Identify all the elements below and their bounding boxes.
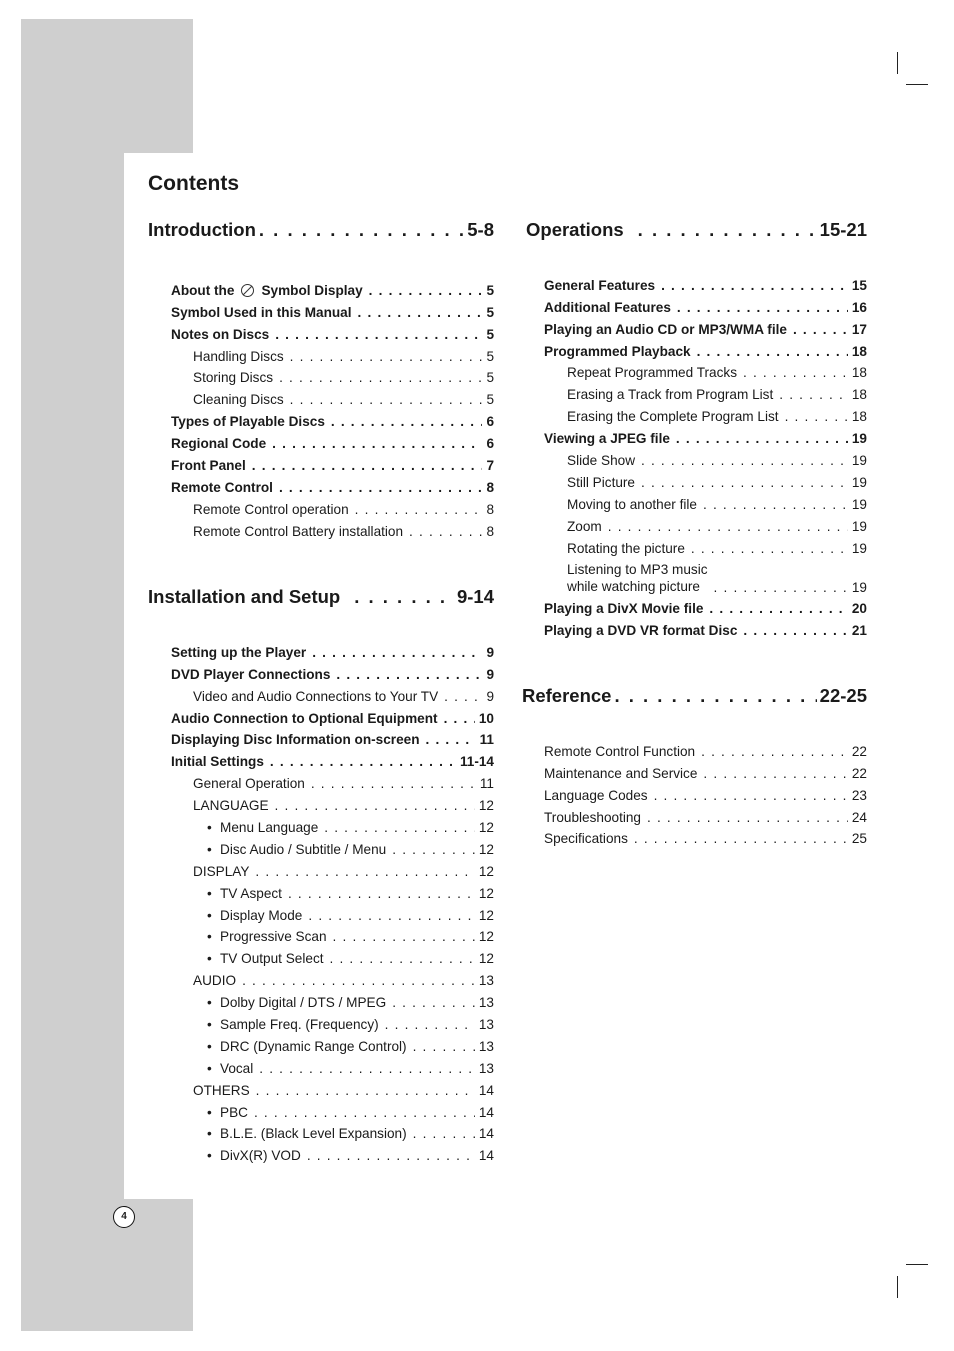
toc-entry: Moving to another file . . . 19 — [544, 490, 867, 512]
toc-entry: General Features . . . 15 — [544, 271, 867, 293]
section-label: Reference — [522, 685, 612, 706]
toc-entry: Remote Control . . . 8 — [171, 473, 494, 495]
toc-entry: AUDIO . . . 13 — [171, 966, 494, 988]
toc-entry: • Sample Freq. (Frequency) . . . 13 — [171, 1010, 494, 1032]
toc-entry: Rotating the picture . . . 19 — [544, 534, 867, 556]
toc-entry: Playing an Audio CD or MP3/WMA file . . . 17 — [544, 315, 867, 337]
toc-entry: Storing Discs . . . 5 — [171, 364, 494, 386]
toc-entry: Still Picture . . . 19 — [544, 468, 867, 490]
section-label: Installation and Setup — [148, 586, 341, 607]
toc-entry: OTHERS . . . 14 — [171, 1076, 494, 1098]
section-heading-reference — [522, 685, 867, 707]
toc-entry: Playing a DVD VR format Disc . . . 21 — [544, 616, 867, 638]
toc-entry: Remote Control Function . . . 22 — [544, 737, 867, 759]
toc-entry: • Dolby Digital / DTS / MPEG . . . 13 — [171, 988, 494, 1010]
toc-entry: DVD Player Connections . . . 9 — [171, 660, 494, 682]
toc-entry: • DRC (Dynamic Range Control) . . . 13 — [171, 1032, 494, 1054]
bullet-icon: • — [207, 1126, 212, 1142]
toc-entry: Listening to MP3 music while watching picture . . . 19 — [544, 556, 867, 595]
toc-entry: Video and Audio Connections to Your TV . . . 9 — [171, 682, 494, 704]
section-label: Introduction — [148, 219, 256, 240]
toc-entry: About the Symbol Display . . . 5 — [171, 276, 494, 298]
section-pages: 9-14 — [456, 586, 494, 607]
section-heading-operations — [526, 219, 867, 241]
toc-entry: Remote Control Battery installation . . . 8 — [171, 517, 494, 539]
toc-entry: • Display Mode . . . 12 — [171, 901, 494, 923]
section-label: Operations — [526, 219, 624, 240]
toc-entry: Notes on Discs . . . 5 — [171, 320, 494, 342]
introduction-list — [171, 276, 494, 539]
bullet-icon: • — [207, 841, 212, 857]
toc-entry: Playing a DivX Movie file . . . 20 — [544, 595, 867, 617]
section-pages: 15-21 — [819, 219, 867, 240]
operations-list — [544, 271, 867, 638]
toc-entry: • TV Aspect . . . 12 — [171, 879, 494, 901]
toc-entry: Erasing a Track from Program List . . . 18 — [544, 380, 867, 402]
toc-entry: • Disc Audio / Subtitle / Menu . . . 12 — [171, 835, 494, 857]
toc-entry: Handling Discs . . . 5 — [171, 342, 494, 364]
bullet-icon: • — [207, 1017, 212, 1033]
gray-margin-bottom — [21, 1199, 193, 1331]
page-title: Contents — [148, 172, 239, 195]
section-pages: 22-25 — [819, 685, 867, 706]
toc-entry: Front Panel . . . 7 — [171, 451, 494, 473]
toc-entry: Viewing a JPEG file . . . 19 — [544, 424, 867, 446]
toc-entry: Regional Code . . . 6 — [171, 429, 494, 451]
toc-entry: • Vocal . . . 13 — [171, 1054, 494, 1076]
toc-entry: Audio Connection to Optional Equipment . . . 10 — [171, 704, 494, 726]
toc-entry: Additional Features . . . 16 — [544, 293, 867, 315]
toc-entry: Maintenance and Service . . . 22 — [544, 759, 867, 781]
section-heading-introduction — [148, 219, 494, 241]
gray-margin-top — [21, 19, 193, 153]
bullet-icon: • — [207, 1038, 212, 1054]
page-number: 4 — [113, 1206, 135, 1228]
section-pages: 5-8 — [467, 219, 494, 240]
crop-mark — [897, 1276, 898, 1298]
toc-entry: Erasing the Complete Program List . . . 18 — [544, 402, 867, 424]
toc-entry: DISPLAY . . . 12 — [171, 857, 494, 879]
toc-entry: • PBC . . . 14 — [171, 1098, 494, 1120]
toc-entry: General Operation . . . 11 — [171, 769, 494, 791]
toc-entry: • TV Output Select . . . 12 — [171, 944, 494, 966]
crop-mark — [906, 1264, 928, 1265]
bullet-icon: • — [207, 951, 212, 967]
gray-margin-left — [21, 153, 124, 1199]
crop-mark — [897, 52, 898, 74]
crop-mark — [906, 84, 928, 85]
installation-list — [171, 638, 494, 1163]
bullet-icon: • — [207, 885, 212, 901]
section-heading-installation — [148, 586, 494, 608]
bullet-icon: • — [207, 1148, 212, 1164]
toc-entry: Troubleshooting . . . 24 — [544, 803, 867, 825]
toc-entry: Zoom . . . 19 — [544, 512, 867, 534]
bullet-icon: • — [207, 929, 212, 945]
toc-entry: LANGUAGE . . . 12 — [171, 791, 494, 813]
prohibited-symbol-icon — [241, 284, 254, 297]
toc-entry: Specifications . . . 25 — [544, 825, 867, 847]
bullet-icon: • — [207, 995, 212, 1011]
toc-entry: Initial Settings . . . 11-14 — [171, 747, 494, 769]
toc-entry: • DivX(R) VOD . . . 14 — [171, 1141, 494, 1163]
toc-entry: Symbol Used in this Manual . . . 5 — [171, 298, 494, 320]
toc-entry: • Progressive Scan . . . 12 — [171, 923, 494, 945]
toc-entry: Remote Control operation . . . 8 — [171, 495, 494, 517]
toc-entry: Slide Show . . . 19 — [544, 446, 867, 468]
reference-list — [544, 737, 867, 846]
bullet-icon: • — [207, 1060, 212, 1076]
bullet-icon: • — [207, 1104, 212, 1120]
bullet-icon: • — [207, 907, 212, 923]
toc-entry: Types of Playable Discs . . . 6 — [171, 407, 494, 429]
toc-entry: • B.L.E. (Black Level Expansion) . . . 14 — [171, 1120, 494, 1142]
toc-entry: Setting up the Player . . . 9 — [171, 638, 494, 660]
toc-entry: Repeat Programmed Tracks . . . 18 — [544, 359, 867, 381]
toc-entry: Cleaning Discs . . . 5 — [171, 385, 494, 407]
toc-entry: • Menu Language . . . 12 — [171, 813, 494, 835]
toc-entry: Programmed Playback . . . 18 — [544, 337, 867, 359]
toc-entry: Language Codes . . . 23 — [544, 781, 867, 803]
toc-entry: Displaying Disc Information on-screen . . . 11 — [171, 726, 494, 748]
bullet-icon: • — [207, 820, 212, 836]
